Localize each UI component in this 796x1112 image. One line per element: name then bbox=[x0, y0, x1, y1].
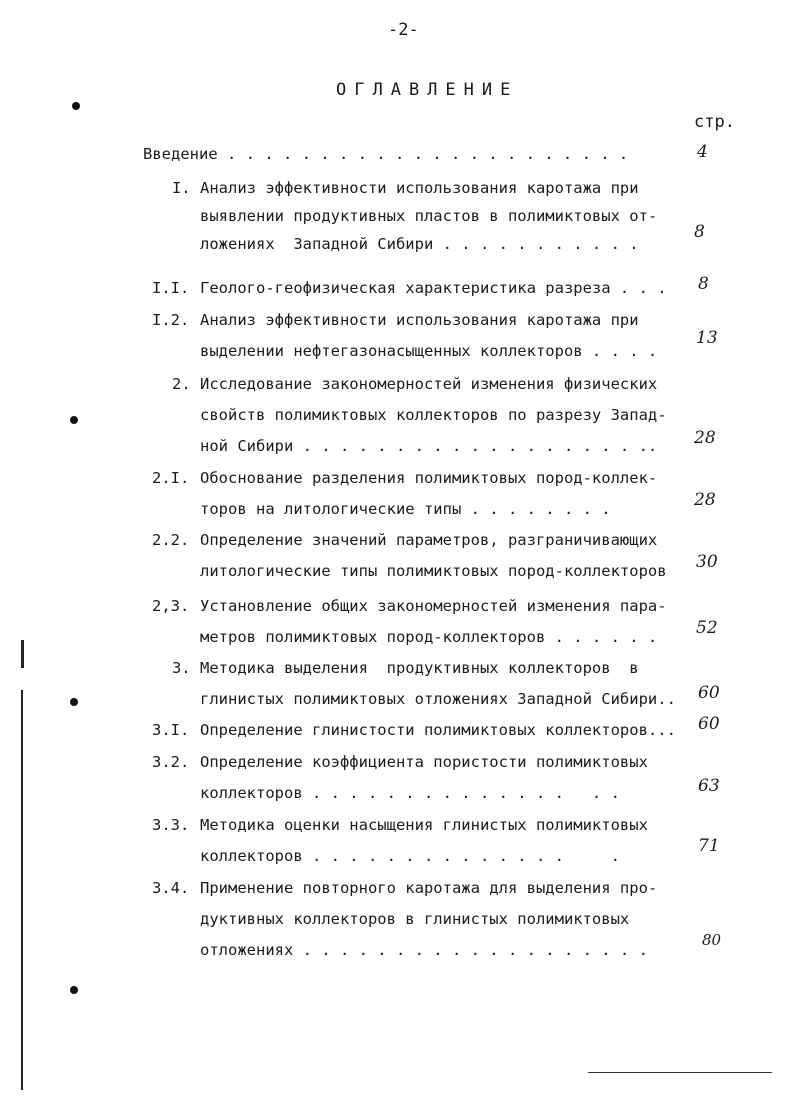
binding-hole-mark bbox=[70, 986, 78, 994]
page-column-label: стр. bbox=[694, 112, 735, 132]
toc-entry-2-line-1: Исследование закономерностей изменения физических bbox=[200, 375, 658, 393]
toc-entry-1-page: 8 bbox=[694, 222, 705, 242]
toc-entry-intro-page: 4 bbox=[697, 142, 708, 162]
margin-edge-line bbox=[21, 640, 24, 668]
binding-hole-mark bbox=[70, 416, 78, 424]
binding-hole-mark bbox=[70, 698, 78, 706]
page-number: -2- bbox=[388, 20, 419, 40]
toc-entry-2-line-2: свойств полимиктовых коллекторов по разрезу Запад- bbox=[200, 406, 667, 424]
toc-entry-3-3-line-1: Методика оценки насыщения глинистых полимиктовых bbox=[200, 816, 648, 834]
toc-entry-1-2-line-1: Анализ эффективности использования каротажа при bbox=[200, 311, 639, 329]
toc-entry-1-2-number: I.2. bbox=[152, 311, 190, 329]
toc-entry-3-4-line-2: дуктивных коллекторов в глинистых полимиктовых bbox=[200, 910, 630, 928]
toc-entry-3-3-page: 71 bbox=[698, 836, 720, 856]
toc-entry-1-line-2: выявлении продуктивных пластов в полимиктовых от- bbox=[200, 207, 658, 225]
toc-entry-2-3-page: 52 bbox=[696, 618, 718, 638]
toc-entry-3-4-line-1: Применение повторного каротажа для выделения про- bbox=[200, 879, 658, 897]
toc-entry-3-line-2: глинистых полимиктовых отложениях Западной Сибири.. bbox=[200, 690, 676, 708]
toc-entry-1-line-1: Анализ эффективности использования каротажа при bbox=[200, 179, 639, 197]
toc-entry-1-2-line-2: выделении нефтегазонасыщенных коллекторов . . . . bbox=[200, 342, 658, 360]
toc-entry-3-1-number: 3.I. bbox=[152, 721, 190, 739]
margin-edge-line bbox=[21, 690, 23, 1090]
page-title: ОГЛАВЛЕНИЕ bbox=[336, 80, 519, 100]
toc-entry-2-2-line-1: Определение значений параметров, разграничивающих bbox=[200, 531, 658, 549]
toc-entry-3-2-number: 3.2. bbox=[152, 753, 190, 771]
toc-entry-3-4-page: 80 bbox=[702, 931, 722, 949]
toc-entry-1-line-3: ложениях Западной Сибири . . . . . . . . . . . bbox=[200, 235, 639, 253]
toc-entry-1-number: I. bbox=[172, 179, 191, 197]
toc-entry-3-2-line-2: коллекторов . . . . . . . . . . . . . . . . bbox=[200, 784, 620, 802]
toc-entry-3-4-number: 3.4. bbox=[152, 879, 190, 897]
toc-entry-3-page: 60 bbox=[698, 683, 720, 703]
toc-entry-2-3-line-1: Установление общих закономерностей изменения пара- bbox=[200, 597, 667, 615]
toc-entry-1-2-page: 13 bbox=[696, 328, 718, 348]
toc-entry-3-4-line-3: отложениях . . . . . . . . . . . . . . . . . . . bbox=[200, 941, 648, 959]
toc-entry-3-2-line-1: Определение коэффициента пористости полимиктовых bbox=[200, 753, 648, 771]
toc-entry-3-3-number: 3.3. bbox=[152, 816, 190, 834]
toc-entry-3-1-line-1: Определение глинистости полимиктовых коллекторов... bbox=[200, 721, 676, 739]
toc-entry-1-1-page: 8 bbox=[698, 274, 709, 294]
toc-entry-2-3-number: 2,3. bbox=[152, 597, 190, 615]
toc-entry-2-1-number: 2.I. bbox=[152, 469, 190, 487]
toc-entry-2-3-line-2: метров полимиктовых пород-коллекторов . . . . . . bbox=[200, 628, 658, 646]
binding-hole-mark bbox=[72, 102, 80, 110]
toc-entry-1-1-line-1: Геолого-геофизическая характеристика разреза . . . bbox=[200, 279, 667, 297]
toc-entry-2-1-line-2: торов на литологические типы . . . . . . . . bbox=[200, 500, 611, 518]
toc-entry-intro-line-1: Введение . . . . . . . . . . . . . . . . . . . . . . bbox=[143, 145, 629, 163]
toc-entry-1-1-number: I.I. bbox=[152, 279, 190, 297]
toc-entry-3-2-page: 63 bbox=[698, 776, 720, 796]
toc-entry-2-2-number: 2.2. bbox=[152, 531, 190, 549]
toc-entry-2-2-page: 30 bbox=[696, 552, 718, 572]
toc-entry-3-line-1: Методика выделения продуктивных коллекторов в bbox=[200, 659, 639, 677]
bottom-rule bbox=[588, 1072, 772, 1073]
toc-entry-2-number: 2. bbox=[172, 375, 191, 393]
toc-entry-3-number: 3. bbox=[172, 659, 191, 677]
toc-entry-3-3-line-2: коллекторов . . . . . . . . . . . . . . . bbox=[200, 847, 620, 865]
toc-entry-2-2-line-2: литологические типы полимиктовых пород-коллекторов bbox=[200, 562, 667, 580]
toc-entry-2-1-page: 28 bbox=[694, 490, 716, 510]
toc-entry-2-page: 28 bbox=[694, 428, 716, 448]
toc-entry-2-1-line-1: Обоснование разделения полимиктовых пород-коллек- bbox=[200, 469, 658, 487]
toc-entry-3-1-page: 60 bbox=[698, 714, 720, 734]
toc-entry-2-line-3: ной Сибири . . . . . . . . . . . . . . . . . . .. bbox=[200, 437, 658, 455]
